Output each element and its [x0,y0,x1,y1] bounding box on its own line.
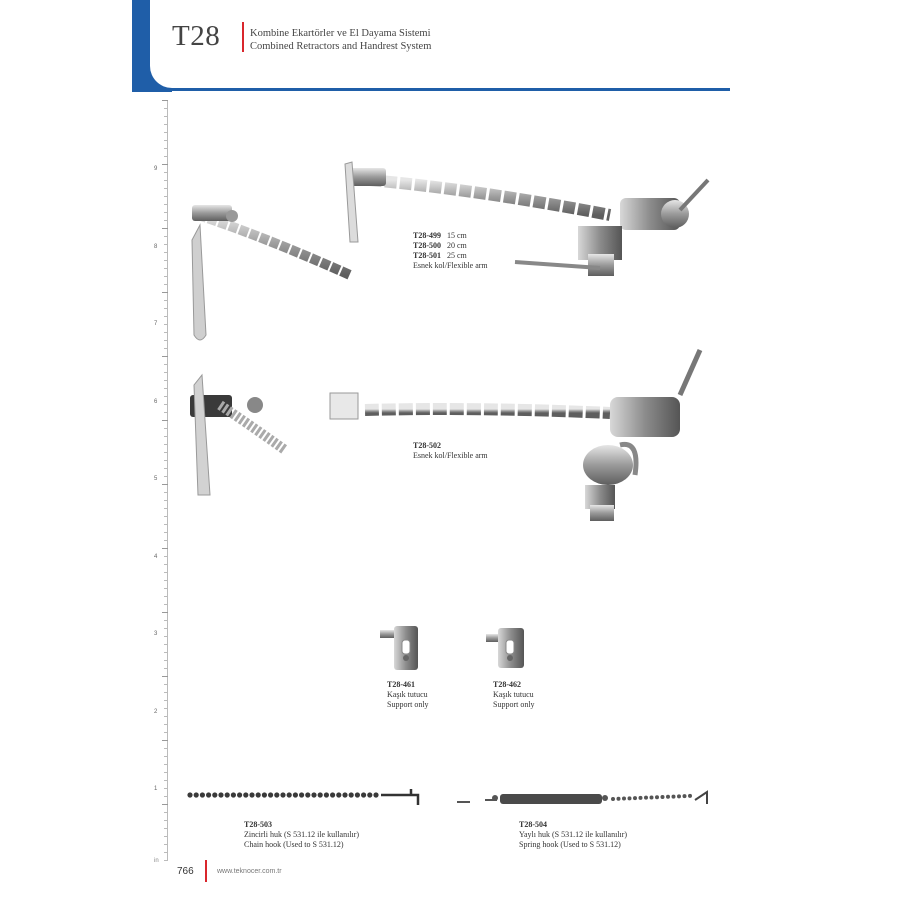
ruler-tick [164,252,168,253]
ruler-tick [164,436,168,437]
ruler-tick [164,172,168,173]
ruler-tick [164,340,168,341]
ruler-tick [164,116,168,117]
spring-hook-image [455,786,715,810]
ruler-tick [164,820,168,821]
chain-bead [218,792,223,797]
product-code: T28-461 [387,680,415,689]
chain-bead [622,797,626,801]
ruler-tick [164,372,168,373]
chain-bead [262,792,267,797]
footer-url[interactable]: www.teknocer.com.tr [217,868,282,875]
ruler-tick [164,860,168,861]
ruler-tick [164,708,168,709]
chain-bead [639,796,643,800]
desc-en: Spring hook (Used to S 531.12) [519,840,621,849]
ruler-number: 3 [154,631,158,637]
ruler-tick [164,364,168,365]
chain-bead [231,792,236,797]
ruler-tick [164,156,168,157]
chain-bead [293,792,298,797]
ruler-tick [164,268,168,269]
chain-bead [677,794,681,798]
chain-bead [349,792,354,797]
ruler-tick [164,412,168,413]
ruler-tick [162,548,168,549]
ruler-tick [164,452,168,453]
ruler-number: 6 [154,398,158,405]
ruler-tick [164,540,168,541]
chain-bead [330,792,335,797]
chain-bead [355,792,360,797]
ruler-tick [164,604,168,605]
ruler-tick [164,636,168,637]
product-description: Esnek kol/Flexible arm [413,451,488,460]
chain-bead [287,792,292,797]
chain-bead [666,795,670,799]
ruler-tick [164,132,168,133]
header-divider [242,22,244,52]
ruler-tick [164,284,168,285]
ruler-tick [164,332,168,333]
ruler-tick [164,508,168,509]
chain-bead [650,795,654,799]
ruler-tick [164,780,168,781]
size-row [413,251,488,261]
ruler-tick [164,428,168,429]
ruler-tick [164,628,168,629]
ruler-line [167,100,168,860]
chain-bead [311,792,316,797]
ruler-tick [162,804,168,805]
ruler-tick [162,484,168,485]
caption-flexible-arm-set [413,231,488,271]
product-code: T28-504 [519,820,547,829]
ruler-tick [164,692,168,693]
ruler-tick [164,316,168,317]
flexible-arm-handrest-image [180,345,720,535]
ruler-tick [164,532,168,533]
ruler-tick [164,516,168,517]
ruler-tick [164,564,168,565]
chain-bead [683,794,687,798]
ruler-tick [164,460,168,461]
spoon-holder-462-image [484,624,534,674]
ruler-number: 4 [154,553,158,560]
chain-bead [644,796,648,800]
chain-bead [367,792,372,797]
chain-bead [688,794,692,798]
product-code: T28-502 [413,441,441,450]
ruler-tick [164,140,168,141]
chain-bead [633,796,637,800]
ruler-tick [164,148,168,149]
caption-t28-462 [493,680,535,710]
chain-bead [256,792,261,797]
ruler-tick [164,444,168,445]
ruler-tick [164,500,168,501]
chain-bead [280,792,285,797]
ruler-tick [164,380,168,381]
ruler-tick [164,324,168,325]
ruler-tick [164,684,168,685]
chain-bead [373,792,378,797]
chain-bead [268,792,273,797]
ruler-tick [162,100,168,101]
ruler-number: 1 [154,786,158,792]
product-size: 25 cm [447,251,467,260]
chain-bead [299,792,304,797]
product-code: T28-462 [493,680,521,689]
product-size: 15 cm [447,231,467,240]
ruler-tick [164,476,168,477]
ruler-tick [164,748,168,749]
desc-en: Support only [493,700,535,709]
ruler-tick [164,180,168,181]
desc-tr: Zincirli huk (S 531.12 ile kullanılır) [244,830,360,839]
ruler-tick [162,676,168,677]
ruler-tick [164,660,168,661]
chain-bead [672,795,676,799]
ruler-tick [164,796,168,797]
ruler-tick [164,596,168,597]
ruler-tick [164,396,168,397]
chain-bead [318,792,323,797]
chain-bead [617,797,621,801]
ruler-tick [164,196,168,197]
chain-bead [212,792,217,797]
ruler-tick [164,652,168,653]
product-description: Esnek kol/Flexible arm [413,261,488,270]
chain-bead [611,797,615,801]
ruler-tick [164,300,168,301]
desc-tr: Kaşık tutucu [493,690,534,699]
chain-bead [249,792,254,797]
ruler-unit: in [154,858,159,864]
caption-t28-461 [387,680,429,710]
product-code: T28-500 [413,241,441,250]
product-code: T28-501 [413,251,441,260]
chain-bead [200,792,205,797]
ruler-tick [164,828,168,829]
ruler-tick [164,236,168,237]
ruler-number: 8 [154,243,158,250]
ruler-tick [164,404,168,405]
caption-t28-502 [413,441,488,461]
desc-en: Support only [387,700,429,709]
ruler-tick [164,124,168,125]
chain-bead [206,792,211,797]
ruler-tick [164,620,168,621]
chain-bead [361,792,366,797]
desc-tr: Yaylı huk (S 531.12 ile kullanılır) [519,830,628,839]
ruler-number: 2 [154,708,158,715]
ruler-tick [164,812,168,813]
chain-hook-image [186,785,431,809]
header-rule [132,88,730,91]
product-code: T28-499 [413,231,441,240]
chain-bead [274,792,279,797]
ruler-tick [164,276,168,277]
ruler-number: 9 [154,166,158,172]
ruler-tick [164,260,168,261]
ruler-tick [164,700,168,701]
ruler-tick [164,556,168,557]
ruler-tick [164,204,168,205]
ruler-tick [162,612,168,613]
chain-bead [243,792,248,797]
ruler-tick [164,244,168,245]
ruler-tick [164,836,168,837]
ruler-tick [162,356,168,357]
chain-bead [324,792,329,797]
ruler-tick [164,348,168,349]
ruler-tick [164,188,168,189]
size-row [413,231,488,241]
catalog-code: T28 [172,20,221,52]
ruler-tick [162,420,168,421]
chain-bead [336,792,341,797]
chain-bead [237,792,242,797]
desc-en: Chain hook (Used to S 531.12) [244,840,344,849]
product-code-row [413,441,488,451]
ruler-tick [164,220,168,221]
ruler-tick [164,764,168,765]
ruler-tick [162,228,168,229]
chain-bead [628,796,632,800]
product-code: T28-503 [244,820,272,829]
ruler-tick [164,524,168,525]
ruler-tick [164,788,168,789]
caption-t28-504 [519,820,627,850]
chain-bead [655,795,659,799]
inch-ruler [154,100,168,860]
desc-tr: Kaşık tutucu [387,690,428,699]
ruler-tick [164,716,168,717]
header-panel [150,0,730,88]
chain-bead [187,792,192,797]
ruler-tick [164,644,168,645]
spoon-holder-461-image [378,622,428,674]
page-title [250,27,431,53]
ruler-tick [164,212,168,213]
chain-bead [305,792,310,797]
footer-divider [205,860,207,882]
product-size: 20 cm [447,241,467,250]
ruler-tick [162,292,168,293]
ruler-tick [164,668,168,669]
title-tr: Kombine Ekartörler ve El Dayama Sistemi [250,28,431,39]
chain-bead [342,792,347,797]
ruler-tick [164,308,168,309]
ruler-tick [164,772,168,773]
ruler-tick [162,740,168,741]
ruler-tick [162,164,168,165]
chain-bead [225,792,230,797]
ruler-tick [164,580,168,581]
ruler-number: 5 [154,476,158,482]
title-en: Combined Retractors and Handrest System [250,41,432,52]
ruler-tick [164,844,168,845]
ruler-tick [164,572,168,573]
chain-bead [194,792,199,797]
chain-bead [661,795,665,799]
size-row [413,241,488,251]
ruler-tick [164,724,168,725]
ruler-tick [164,756,168,757]
caption-t28-503 [244,820,359,850]
ruler-tick [164,492,168,493]
ruler-tick [164,732,168,733]
page-number: 766 [177,866,194,877]
ruler-number: 7 [154,321,158,327]
ruler-tick [164,852,168,853]
ruler-tick [164,388,168,389]
ruler-tick [164,588,168,589]
ruler-tick [164,468,168,469]
ruler-tick [164,108,168,109]
